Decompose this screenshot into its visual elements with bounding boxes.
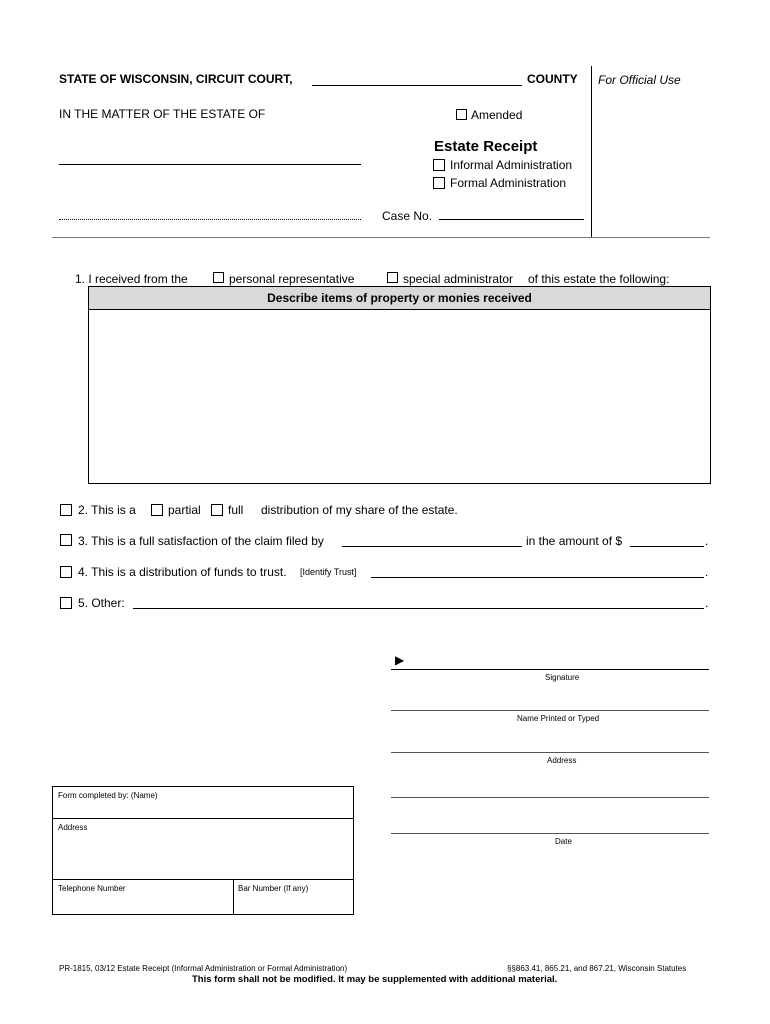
- special-admin-label: special administrator: [403, 272, 514, 286]
- statutes: §§863.41, 865.21, and 867.21, Wisconsin Statutes: [507, 964, 687, 973]
- property-description-box[interactable]: [88, 286, 711, 484]
- address-label: Address: [547, 756, 577, 765]
- name-printed-field[interactable]: [391, 710, 709, 711]
- full-label: full: [228, 503, 244, 517]
- item3-label: 3. This is a full satisfaction of the claim filed by: [78, 534, 324, 548]
- completed-by-divider-1: [52, 818, 354, 819]
- item1-suffix: of this estate the following:: [528, 272, 670, 286]
- claimant-field[interactable]: [342, 546, 522, 547]
- name-printed-label: Name Printed or Typed: [517, 714, 600, 723]
- item3-end: .: [705, 534, 709, 548]
- date-label: Date: [555, 837, 572, 846]
- signature-field[interactable]: [391, 669, 709, 670]
- modification-notice: This form shall not be modified. It may be supplemented with additional material.: [192, 974, 558, 985]
- item4-checkbox[interactable]: [60, 566, 72, 578]
- item5-checkbox[interactable]: [60, 597, 72, 609]
- header-divider: [52, 237, 710, 238]
- amended-label: Amended: [471, 108, 523, 122]
- amount-label: in the amount of $: [526, 534, 623, 548]
- item5-end: .: [705, 596, 709, 610]
- completed-by-name-label[interactable]: Form completed by: (Name): [58, 791, 158, 800]
- formal-admin-label: Formal Administration: [450, 176, 567, 190]
- official-use-divider: [591, 66, 592, 238]
- item2-suffix: distribution of my share of the estate.: [261, 503, 458, 517]
- personal-rep-checkbox[interactable]: [213, 272, 224, 283]
- completed-by-address-label[interactable]: Address: [58, 823, 88, 832]
- amount-field[interactable]: [630, 546, 704, 547]
- item2-label: 2. This is a: [78, 503, 136, 517]
- decedent-name-field[interactable]: [59, 164, 361, 165]
- bar-number-label[interactable]: Bar Number (If any): [238, 884, 309, 893]
- item4-label: 4. This is a distribution of funds to trust.: [78, 565, 287, 579]
- court-heading: STATE OF WISCONSIN, CIRCUIT COURT,: [59, 72, 293, 86]
- form-title: Estate Receipt: [434, 138, 538, 155]
- personal-rep-label: personal representative: [229, 272, 355, 286]
- informal-admin-label: Informal Administration: [450, 158, 573, 172]
- property-description-header: [89, 287, 710, 310]
- case-no-label: Case No.: [382, 209, 433, 223]
- item5-label: 5. Other:: [78, 596, 125, 610]
- signature-arrow-icon: ▶: [395, 653, 405, 667]
- other-field[interactable]: [133, 608, 704, 609]
- trust-field[interactable]: [371, 577, 704, 578]
- item4-end: .: [705, 565, 709, 579]
- identify-trust-hint: [Identify Trust]: [300, 567, 357, 577]
- special-admin-checkbox[interactable]: [387, 272, 398, 283]
- official-use-label: For Official Use: [598, 73, 681, 87]
- address-field-1[interactable]: [391, 752, 709, 753]
- county-label: COUNTY: [527, 72, 578, 86]
- case-no-field[interactable]: [439, 219, 584, 220]
- estate-of-label: IN THE MATTER OF THE ESTATE OF: [59, 107, 266, 121]
- address-field-2[interactable]: [391, 797, 709, 798]
- item1-label: 1. I received from the: [75, 272, 188, 286]
- item3-checkbox[interactable]: [60, 534, 72, 546]
- partial-label: partial: [168, 503, 201, 517]
- date-field[interactable]: [391, 833, 709, 834]
- full-checkbox[interactable]: [211, 504, 223, 516]
- informal-admin-checkbox[interactable]: [433, 159, 445, 171]
- completed-by-divider-2: [52, 879, 354, 880]
- completed-by-divider-3: [233, 879, 234, 915]
- amended-checkbox[interactable]: [456, 109, 467, 120]
- property-description-title: Describe items of property or monies received: [267, 291, 532, 305]
- decedent-name-field-2[interactable]: [59, 219, 361, 220]
- signature-label: Signature: [545, 673, 580, 682]
- formal-admin-checkbox[interactable]: [433, 177, 445, 189]
- county-name-field[interactable]: [312, 85, 522, 86]
- partial-checkbox[interactable]: [151, 504, 163, 516]
- form-id: PR-1815, 03/12 Estate Receipt (Informal Administration or Formal Administration): [59, 964, 348, 973]
- telephone-label[interactable]: Telephone Number: [58, 884, 126, 893]
- item2-checkbox[interactable]: [60, 504, 72, 516]
- completed-by-box: [52, 786, 354, 915]
